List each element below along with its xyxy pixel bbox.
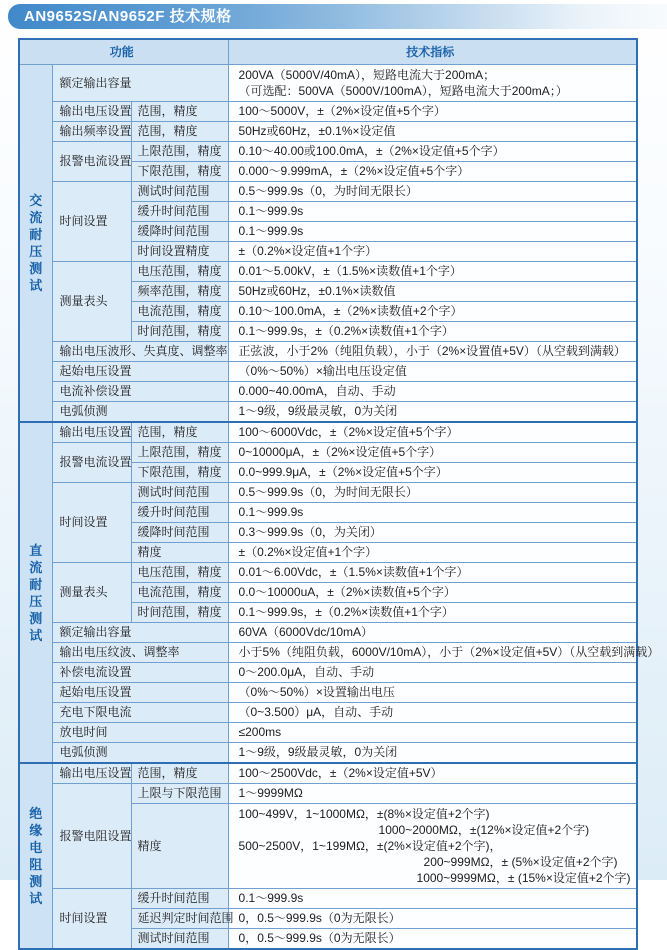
table-row: [19, 443, 637, 463]
table-row: [19, 889, 637, 909]
function-cell: 报警电流设置: [52, 443, 131, 483]
table-row: [19, 623, 637, 643]
function-cell: 测量表头: [52, 563, 131, 623]
table-row: [19, 643, 637, 663]
table-row: [19, 142, 637, 162]
function-cell: 输出电压设置: [52, 422, 131, 443]
table-row: [19, 683, 637, 703]
function-cell: 额定输出容量: [52, 65, 228, 102]
subfunction-cell: 缓升时间范围: [131, 202, 228, 222]
table-row: [19, 763, 637, 784]
value-cell: 0.000~40.00mA，自动、手动: [228, 382, 637, 402]
value-cell: ≤200ms: [228, 723, 637, 743]
subfunction-cell: 范围，精度: [131, 122, 228, 142]
subfunction-cell: 时间范围，精度: [131, 322, 228, 342]
table-row: [19, 723, 637, 743]
value-cell: 50Hz或60Hz，±0.1%×设定值: [228, 122, 637, 142]
subfunction-cell: 上限范围，精度: [131, 443, 228, 463]
value-cell: 0~10000μA，±（2%×设定值+5个字）: [228, 443, 637, 463]
column-header-function: 功能: [19, 39, 228, 65]
table-header-row: [19, 39, 637, 65]
subfunction-cell: 精度: [131, 543, 228, 563]
value-cell: （0%～50%）×输出电压设定值: [228, 362, 637, 382]
page-title: AN9652S/AN9652F 技术规格: [8, 4, 667, 29]
spec-table-body: [19, 65, 660, 950]
value-cell: 0.3～999.9s（0，为关闭）: [228, 523, 637, 543]
table-row: [19, 663, 637, 683]
function-cell: 输出电压纹波、调整率: [52, 643, 228, 663]
subfunction-cell: 缓升时间范围: [131, 889, 228, 909]
subfunction-cell: 测试时间范围: [131, 483, 228, 503]
function-cell: 输出电压设置: [52, 763, 131, 784]
subfunction-cell: 电流范围，精度: [131, 302, 228, 322]
function-cell: 时间设置: [52, 182, 131, 262]
function-cell: 起始电压设置: [52, 683, 228, 703]
value-cell: ±（0.2%×设定值+1个字）: [228, 242, 637, 262]
function-cell: 输出电压设置: [52, 102, 131, 122]
column-header-spec: 技术指标: [228, 39, 637, 65]
value-cell: 0.0～10000uA，±（2%×读数值+5个字）: [228, 583, 637, 603]
value-cell: 100~499V，1~1000MΩ，±(8%×设定值+2个字) 1000~2000MΩ，±(12%×设定值+2个字) 500~2500V，1~199MΩ，±(2%×设定值+2个字)， 200~999MΩ，± (5%×设定值+2个字) 1000~9999MΩ，± (15%×设定值+2个字): [228, 804, 637, 889]
function-cell: 放电时间: [52, 723, 228, 743]
table-row: [19, 703, 637, 723]
table-row: [19, 483, 637, 503]
subfunction-cell: 延迟判定时间范围: [131, 909, 228, 929]
value-cell: 0.0~999.9μA，±（2%×设定值+5个字）: [228, 463, 637, 483]
function-cell: 输出频率设置: [52, 122, 131, 142]
subfunction-cell: 范围，精度: [131, 422, 228, 443]
value-cell: 1～9级，9级最灵敏，0为关闭: [228, 743, 637, 764]
subfunction-cell: 时间范围，精度: [131, 603, 228, 623]
subfunction-cell: 上限与下限范围: [131, 784, 228, 804]
subfunction-cell: 缓降时间范围: [131, 222, 228, 242]
value-cell: 0.01～5.00kV，±（1.5%×读数值+1个字）: [228, 262, 637, 282]
value-cell: 0.1～999.9s，±（0.2%×读数值+1个字）: [228, 603, 637, 623]
value-cell: 0.1～999.9s: [228, 202, 637, 222]
value-cell: （0~3.500）μA，自动、手动: [228, 703, 637, 723]
value-cell: 0.1～999.9s，±（0.2%×读数值+1个字）: [228, 322, 637, 342]
subfunction-cell: 测试时间范围: [131, 182, 228, 202]
value-cell: 小于5%（纯阻负载，6000V/10mA），小于（2%×设定值+5V）（从空载到满载）: [228, 643, 637, 663]
value-cell: 100～2500Vdc，±（2%×设定值+5V）: [228, 763, 637, 784]
subfunction-cell: 时间设置精度: [131, 242, 228, 262]
table-row: [19, 362, 637, 382]
value-cell: 0.5～999.9s（0，为时间无限长）: [228, 483, 637, 503]
value-cell: 1～9级，9级最灵敏，0为关闭: [228, 402, 637, 423]
function-cell: 测量表头: [52, 262, 131, 342]
value-cell: 0，0.5～999.9s（0为无限长）: [228, 909, 637, 929]
function-cell: 电弧侦测: [52, 402, 228, 423]
table-row: [19, 122, 637, 142]
value-cell: 0.1～999.9s: [228, 889, 637, 909]
value-cell: 0.10～40.00或100.0mA，±（2%×设定值+5个字）: [228, 142, 637, 162]
function-cell: 报警电阻设置: [52, 784, 131, 889]
value-cell: 100～6000Vdc，±（2%×设定值+5个字）: [228, 422, 637, 443]
value-cell: 60VA（6000Vdc/10mA）: [228, 623, 637, 643]
table-row: [19, 65, 637, 102]
subfunction-cell: 频率范围，精度: [131, 282, 228, 302]
section-label: 直 流 耐 压 测 试: [19, 422, 52, 763]
function-cell: 电流补偿设置: [52, 382, 228, 402]
table-row: [19, 182, 637, 202]
function-cell: 电弧侦测: [52, 743, 228, 764]
value-cell: 0.1～999.9s: [228, 503, 637, 523]
table-row: [19, 784, 637, 804]
table-row: [19, 102, 637, 122]
subfunction-cell: 范围，精度: [131, 102, 228, 122]
value-cell: 0.1～999.9s: [228, 222, 637, 242]
value-cell: 0.01～6.00Vdc，±（1.5%×读数值+1个字）: [228, 563, 637, 583]
value-cell: 0.10～100.0mA，±（2%×读数值+2个字）: [228, 302, 637, 322]
table-row: [19, 402, 637, 423]
function-cell: 补偿电流设置: [52, 663, 228, 683]
function-cell: 报警电流设置: [52, 142, 131, 182]
function-cell: 起始电压设置: [52, 362, 228, 382]
value-cell: 1～9999MΩ: [228, 784, 637, 804]
value-cell: 正弦波，小于2%（纯阻负载），小于（2%×设置值+5V）（从空载到满载）: [228, 342, 637, 362]
value-cell: 0，0.5～999.9s（0为无限长）: [228, 929, 637, 950]
table-row: [19, 342, 637, 362]
spec-table: [18, 38, 660, 950]
table-row: [19, 422, 637, 443]
value-cell: ±（0.2%×设定值+1个字）: [228, 543, 637, 563]
value-cell: （0%～50%）×设置输出电压: [228, 683, 637, 703]
section-label: 交 流 耐 压 测 试: [19, 65, 52, 423]
value-cell: 50Hz或60Hz，±0.1%×读数值: [228, 282, 637, 302]
function-cell: 额定输出容量: [52, 623, 228, 643]
value-cell: 100～5000V，±（2%×设定值+5个字）: [228, 102, 637, 122]
section-label: 绝 缘 电 阻 测 试: [19, 763, 52, 949]
function-cell: 时间设置: [52, 483, 131, 563]
table-row: [19, 262, 637, 282]
subfunction-cell: 电压范围，精度: [131, 262, 228, 282]
subfunction-cell: 缓升时间范围: [131, 503, 228, 523]
subfunction-cell: 上限范围，精度: [131, 142, 228, 162]
subfunction-cell: 电压范围，精度: [131, 563, 228, 583]
subfunction-cell: 范围，精度: [131, 763, 228, 784]
table-row: [19, 563, 637, 583]
subfunction-cell: 电流范围，精度: [131, 583, 228, 603]
value-cell: 0～200.0μA，自动、手动: [228, 663, 637, 683]
subfunction-cell: 下限范围，精度: [131, 463, 228, 483]
subfunction-cell: 精度: [131, 804, 228, 889]
value-cell: 200VA（5000V/40mA），短路电流大于200mA； （可选配：500VA（5000V/100mA），短路电流大于200mA；）: [228, 65, 637, 102]
function-cell: 时间设置: [52, 889, 131, 950]
subfunction-cell: 测试时间范围: [131, 929, 228, 950]
function-cell: 输出电压波形、失真度、调整率: [52, 342, 228, 362]
subfunction-cell: 缓降时间范围: [131, 523, 228, 543]
subfunction-cell: 下限范围，精度: [131, 162, 228, 182]
function-cell: 充电下限电流: [52, 703, 228, 723]
value-cell: 0.000～9.999mA，±（2%×设定值+5个字）: [228, 162, 637, 182]
table-row: [19, 743, 637, 764]
table-row: [19, 382, 637, 402]
value-cell: 0.5～999.9s（0，为时间无限长）: [228, 182, 637, 202]
